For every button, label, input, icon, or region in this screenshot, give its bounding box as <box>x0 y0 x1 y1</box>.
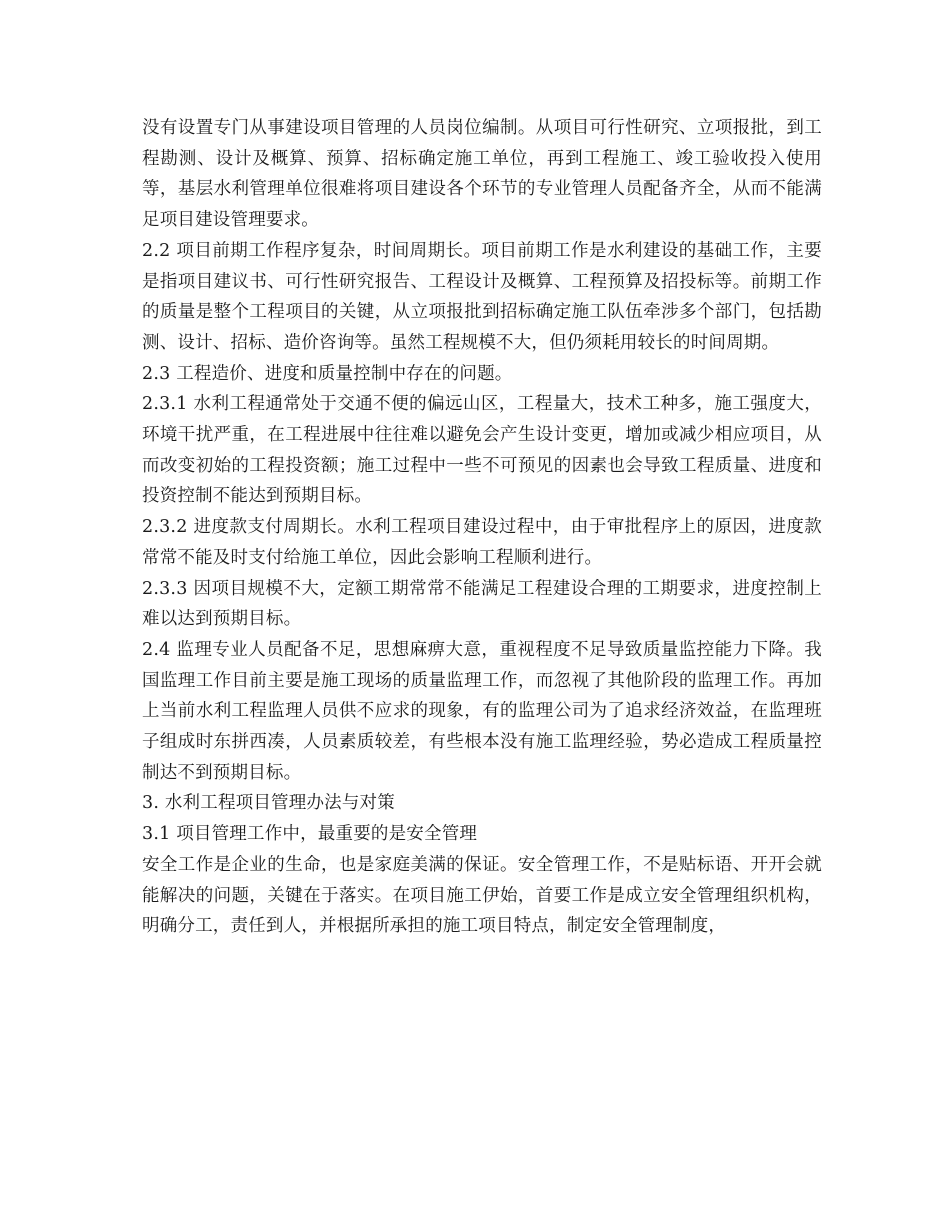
paragraph-2-3-3: 2.3.3 因项目规模不大，定额工期常常不能满足工程建设合理的工期要求，进度控制上难以达到预期目标。 <box>142 578 822 630</box>
paragraph-2-3-2: 2.3.2 进度款支付周期长。水利工程项目建设过程中，由于审批程序上的原因，进度款常常不能及时支付给施工单位，因此会影响工程顺利进行。 <box>142 517 822 568</box>
heading-3: 3. 水利工程项目管理办法与对策 <box>142 793 395 814</box>
heading-2-3: 2.3 工程造价、进度和质量控制中存在的问题。 <box>142 363 513 384</box>
heading-3-1: 3.1 项目管理工作中，最重要的是安全管理 <box>142 824 478 845</box>
document-body <box>142 113 822 942</box>
paragraph-staffing: 没有设置专门从事建设项目管理的人员岗位编制。从项目可行性研究、立项报批，到工程勘测、设计及概算、预算、招标确定施工单位，再到工程施工、竣工验收投入使用等，基层水利管理单位很难将项目建设各个环节的专业管理人员配备齐全，从而不能满足项目建设管理要求。 <box>142 118 822 231</box>
paragraph-2-4: 2.4 监理专业人员配备不足，思想麻痹大意，重视程度不足导致质量监控能力下降。我国监理工作目前主要是施工现场的质量监理工作，而忽视了其他阶段的监理工作。再加上当前水利工程监理人员供不应求的现象，有的监理公司为了追求经济效益，在监理班子组成时东拼西凑，人员素质较差，有些根本没有施工监理经验，势必造成工程质量控制达不到预期目标。 <box>142 639 822 783</box>
paragraph-safety: 安全工作是企业的生命，也是家庭美满的保证。安全管理工作，不是贴标语、开开会就能解决的问题，关键在于落实。在项目施工伊始，首要工作是成立安全管理组织机构，明确分工，责任到人，并根据所承担的施工项目特点，制定安全管理制度， <box>142 854 822 937</box>
paragraph-2-3-1: 2.3.1 水利工程通常处于交通不便的偏远山区，工程量大，技术工种多，施工强度大，环境干扰严重，在工程进展中往往难以避免会产生设计变更，增加或减少相应项目，从而改变初始的工程投资额；施工过程中一些不可预见的因素也会导致工程质量、进度和投资控制不能达到预期目标。 <box>142 394 822 507</box>
paragraph-2-2: 2.2 项目前期工作程序复杂，时间周期长。项目前期工作是水利建设的基础工作，主要是指项目建议书、可行性研究报告、工程设计及概算、工程预算及招投标等。前期工作的质量是整个工程项目的关键，从立项报批到招标确定施工队伍牵涉多个部门，包括勘测、设计、招标、造价咨询等。虽然工程规模不大，但仍须耗用较长的时间周期。 <box>142 240 822 353</box>
